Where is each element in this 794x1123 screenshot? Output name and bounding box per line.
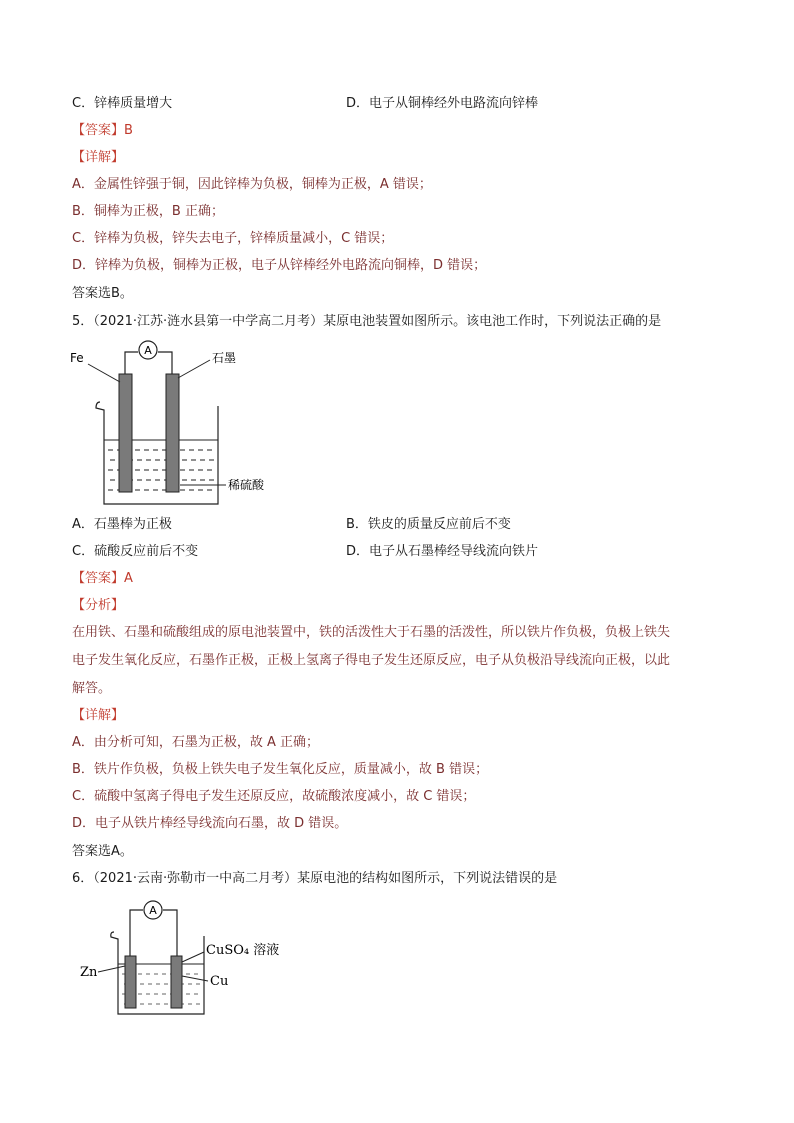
answer-value: A: [124, 571, 133, 586]
q5-detail-c: C．硫酸中氢离子得电子发生还原反应，故硫酸浓度减小，故 C 错误；: [72, 789, 476, 804]
q4-detail-d: D．锌棒为负极，铜棒为正极，电子从锌棒经外电路流向铜棒，D 错误；: [72, 258, 487, 273]
q5-stem: 5．（2021·江苏·涟水县第一中学高二月考）某原电池装置如图所示。该电池工作时，下列说法正确的是: [72, 314, 662, 329]
beaker-icon: [96, 402, 218, 504]
q5-graphite-label: 石墨: [212, 351, 237, 365]
q5-cell-figure: [70, 338, 290, 513]
graphite-electrode: [166, 374, 179, 492]
q6-stem: 6．（2021·云南·弥勒市一中高二月考）某原电池的结构如图所示，下列说法错误的是: [72, 871, 558, 886]
q4-detail-a: A．金属性锌强于铜，因此锌棒为负极，铜棒为正极，A 错误；: [72, 177, 432, 192]
q4-answer: [72, 122, 133, 140]
q5-conclusion: 答案选A。: [72, 844, 133, 859]
q5-fe-label: Fe: [70, 351, 84, 365]
q5-detail-b: B．铁片作负极，负极上铁失电子发生氧化反应，质量减小，故 B 错误；: [72, 762, 489, 777]
q5-option-b: B．铁皮的质量反应前后不变: [346, 517, 511, 532]
q5-option-d: D．电子从石墨棒经导线流向铁片: [346, 544, 539, 559]
q4-detail-c: C．锌棒为负极，锌失去电子，锌棒质量减小，C 错误；: [72, 231, 394, 246]
q6-solution-label: CuSO₄ 溶液: [206, 943, 280, 958]
q6-cu-label: Cu: [210, 974, 229, 989]
q5-analysis-2: 电子发生氧化反应，石墨作正极，正极上氢离子得电子发生还原反应，电子从负极沿导线流向正极，以此: [72, 653, 671, 668]
q6-meter-label: A: [149, 904, 157, 917]
q5-detail-a: A．由分析可知，石墨为正极，故 A 正确；: [72, 735, 320, 750]
q5-acid-label: 稀硫酸: [228, 478, 265, 492]
zinc-electrode: [125, 956, 136, 1008]
q5-detail-d: D．电子从铁片棒经导线流向石墨，故 D 错误。: [72, 816, 348, 831]
q4-detail-b: B．铜棒为正极，B 正确；: [72, 204, 224, 219]
q4-conclusion: 答案选B。: [72, 286, 133, 301]
q5-analysis-1: 在用铁、石墨和硫酸组成的原电池装置中，铁的活泼性大于石墨的活泼性，所以铁片作负极，负极上铁失: [72, 625, 671, 640]
q5-answer: [72, 570, 133, 588]
q5-detail-tag: 【详解】: [72, 708, 125, 723]
q5-meter-label: A: [144, 344, 152, 357]
q5-option-a: A．石墨棒为正极: [72, 517, 172, 532]
answer-tag: 【答案】: [72, 123, 125, 138]
q4-detail-tag: 【详解】: [72, 150, 125, 165]
answer-value: B: [124, 123, 133, 138]
q6-cell-figure: [78, 896, 308, 1021]
copper-electrode: [171, 956, 182, 1008]
answer-tag: 【答案】: [72, 571, 125, 586]
q4-option-d: D．电子从铜棒经外电路流向锌棒: [346, 96, 539, 111]
iron-electrode: [119, 374, 132, 492]
q5-analysis-tag: 【分析】: [72, 598, 125, 613]
q6-zn-label: Zn: [80, 965, 98, 980]
q4-option-c: C．锌棒质量增大: [72, 96, 173, 111]
q5-analysis-3: 解答。: [72, 681, 112, 696]
q5-option-c: C．硫酸反应前后不变: [72, 544, 199, 559]
